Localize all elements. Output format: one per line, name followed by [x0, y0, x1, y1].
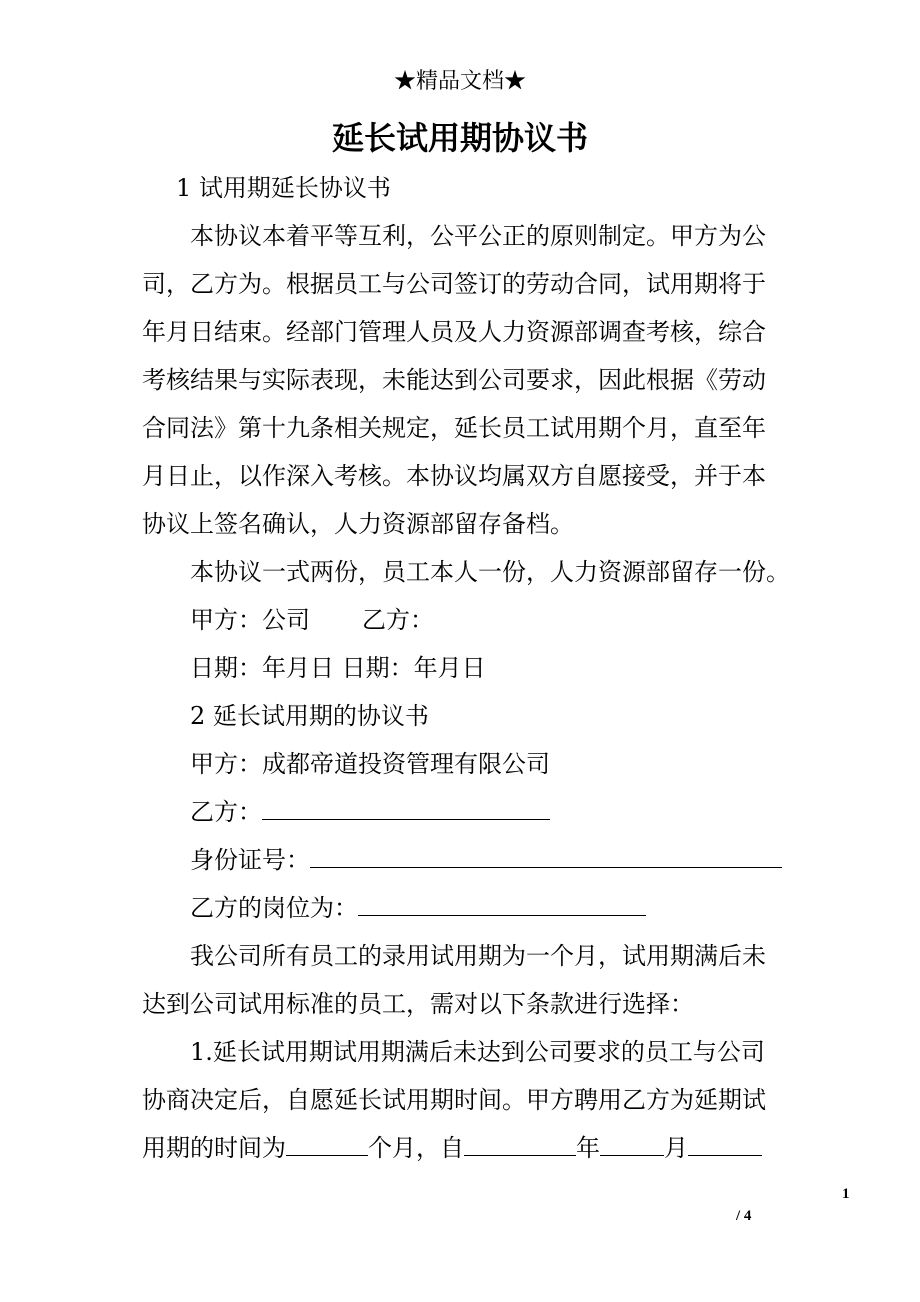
- signature-parties: [142, 596, 792, 644]
- paragraph-line: 我公司所有员工的录用试用期为一个月，试用期满后未: [190, 942, 766, 970]
- page-number: 1: [842, 1186, 850, 1202]
- day-blank: [688, 1131, 762, 1156]
- paragraph-line: 本协议本着平等互利，公平公正的原则制定。甲方为公: [190, 222, 766, 250]
- month-blank: [600, 1131, 664, 1156]
- document-title: 延长试用期协议书: [331, 119, 588, 157]
- paragraph-line: 合同法》第十九条相关规定，延长员工试用期个月，直至年: [142, 414, 766, 442]
- months-blank: [286, 1131, 368, 1156]
- date-a-label: 日期：年月日: [190, 654, 334, 682]
- clause-line: 1.延长试用期试用期满后未达到公司要求的员工与公司: [190, 1038, 765, 1066]
- year-blank: [464, 1131, 576, 1156]
- position-blank: [358, 891, 646, 916]
- page-total: / 4: [736, 1208, 752, 1224]
- party-a-label: 甲方：公司: [190, 606, 310, 634]
- paragraph-line: 司，乙方为。根据员工与公司签订的劳动合同，试用期将于: [142, 270, 766, 298]
- paragraph-line: 考核结果与实际表现，未能达到公司要求，因此根据《劳动: [142, 366, 766, 394]
- paragraph-line: 达到公司试用标准的员工，需对以下条款进行选择：: [142, 990, 694, 1018]
- position-label: 乙方的岗位为：: [190, 894, 358, 922]
- clause-line-with-blanks: 用期的时间为 个月，自 年 月: [142, 1124, 792, 1172]
- paragraph-line: 月日止，以作深入考核。本协议均属双方自愿接受，并于本: [142, 462, 766, 490]
- party-b-line: [142, 788, 792, 836]
- id-number-label: 身份证号：: [190, 846, 310, 874]
- date-b-label: 日期：年月日: [341, 654, 486, 682]
- document-body: [142, 164, 792, 1172]
- clause-line: 协商决定后，自愿延长试用期时间。甲方聘用乙方为延期试: [142, 1086, 766, 1114]
- party-b-label: 乙方：: [362, 606, 434, 634]
- party-b-blank: [262, 795, 550, 820]
- document-header: ★精品文档★: [393, 69, 526, 94]
- id-number-blank: [310, 843, 782, 868]
- id-number-line: [142, 836, 792, 884]
- signature-dates: [142, 644, 792, 692]
- section-2-heading: 2 延长试用期的协议书: [190, 702, 429, 730]
- section-1-heading: 1 试用期延长协议书: [176, 174, 391, 202]
- party-b-field-label: 乙方：: [190, 798, 262, 826]
- paragraph-line: 年月日结束。经部门管理人员及人力资源部调查考核，综合: [142, 318, 766, 346]
- paragraph-line: 本协议一式两份，员工本人一份，人力资源部留存一份。: [190, 558, 790, 586]
- party-a-line: 甲方：成都帝道投资管理有限公司: [190, 750, 550, 778]
- paragraph-line: 协议上签名确认，人力资源部留存备档。: [142, 510, 574, 538]
- position-line: [142, 884, 792, 932]
